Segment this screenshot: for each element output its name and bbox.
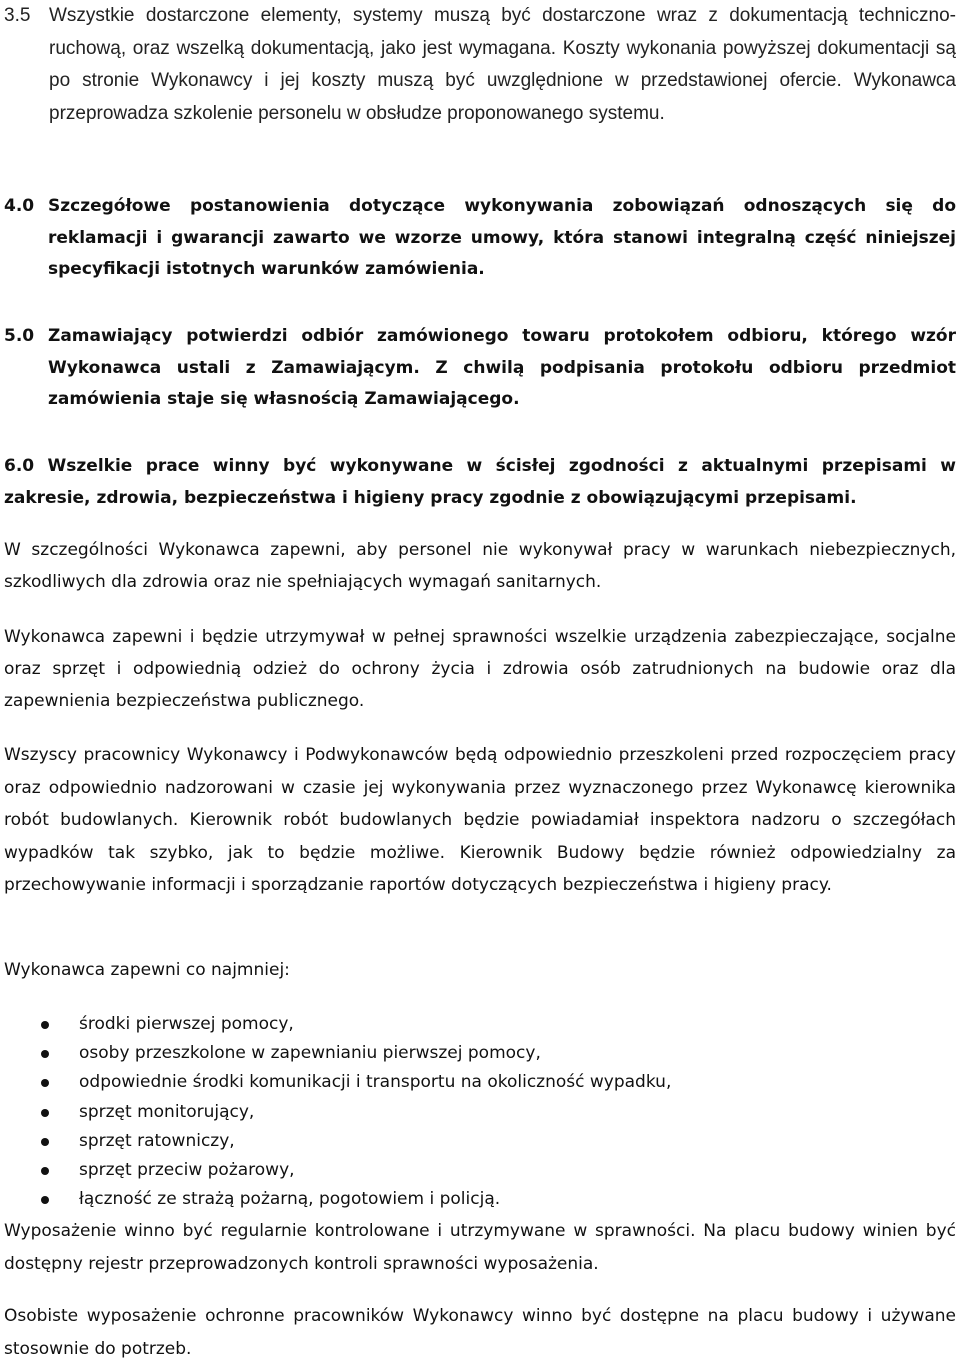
list-item	[4, 1068, 956, 1097]
section-number: 3.5	[4, 5, 31, 26]
bullet-icon	[41, 1138, 49, 1146]
paragraph-personnel-safety: W szczególności Wykonawca zapewni, aby personel nie wykonywał pracy w warunkach niebezpiecznych, szkodliwych dla zdrowia oraz nie spełniających wymagań sanitarnych.	[4, 540, 956, 592]
paragraph-personal-protection: Osobiste wyposażenie ochronne pracowników Wykonawcy winno być dostępne na placu budowy i używane stosownie do potrzeb.	[4, 1306, 956, 1359]
list-item	[4, 1127, 956, 1156]
bullet-icon	[41, 1079, 49, 1087]
bullet-icon	[41, 1021, 49, 1029]
list-item	[4, 1010, 956, 1039]
bullet-list	[4, 1010, 956, 1214]
bullet-icon	[41, 1167, 49, 1175]
paragraph-equipment-inspection: Wyposażenie winno być regularnie kontrolowane i utrzymywane w sprawności. Na placu budowy winien być dostępny rejestr przeprowadzonych kontroli sprawności wyposażenia.	[4, 1221, 956, 1274]
section-number: 6.0	[4, 456, 35, 476]
list-item-text: łączność ze strażą pożarną, pogotowiem i policją.	[79, 1189, 501, 1210]
list-item-text: odpowiednie środki komunikacji i transportu na okoliczność wypadku,	[79, 1072, 672, 1093]
section-text: Wszelkie prace winny być wykonywane w ścisłej zgodności z aktualnymi przepisami w zakresie, zdrowia, bezpieczeństwa i higieny pracy zgodnie z obowiązującymi przepisami.	[4, 456, 956, 508]
list-item	[4, 1098, 956, 1127]
list-item	[4, 1185, 956, 1214]
section-5-0	[4, 321, 956, 416]
bullet-icon	[41, 1050, 49, 1058]
bullet-icon	[41, 1109, 49, 1117]
paragraph-training-supervision: Wszyscy pracownicy Wykonawcy i Podwykonawców będą odpowiednio przeszkoleni przed rozpoczęciem pracy oraz odpowiednio nadzorowani w czasie jej wykonywania przez wyznaczonego przez Wykonawcę kierownika robót budowlanych. Kierownik robót budowlanych będzie powiadamiał inspektora nadzoru o szczegółach wypadków tak szybko, jak to będzie możliwe. Kierownik Budowy będzie również odpowiedzialny za przechowywanie informacji i sporządzanie raportów dotyczących bezpieczeństwa i higieny pracy.	[4, 745, 956, 895]
list-item	[4, 1156, 956, 1185]
list-item-text: osoby przeszkolone w zapewnianiu pierwszej pomocy,	[79, 1043, 541, 1064]
section-text: Zamawiający potwierdzi odbiór zamówionego towaru protokołem odbioru, którego wzór Wykonawca ustali z Zamawiającym. Z chwilą podpisania protokołu odbioru przedmiot zamówienia staje się własnością Zamawiającego.	[48, 326, 956, 409]
list-item-text: sprzęt monitorujący,	[79, 1101, 255, 1122]
list-item-text: środki pierwszej pomocy,	[79, 1014, 294, 1034]
section-4-0	[4, 191, 956, 286]
paragraph-protective-equipment: Wykonawca zapewni i będzie utrzymywał w pełnej sprawności wszelkie urządzenia zabezpieczające, socjalne oraz sprzęt i odpowiednią odzież do ochrony życia i zdrowia osób zatrudnionych na budowie oraz dla zapewnienia bezpieczeństwa publicznego.	[4, 627, 956, 711]
list-item-text: sprzęt ratowniczy,	[79, 1130, 235, 1151]
section-3-5	[4, 0, 956, 130]
list-item	[4, 1039, 956, 1068]
list-item-text: sprzęt przeciw pożarowy,	[79, 1159, 295, 1180]
bullet-icon	[41, 1196, 49, 1204]
section-text: Wszystkie dostarczone elementy, systemy muszą być dostarczone wraz z dokumentacją techniczno-ruchową, oraz wszelką dokumentacją, jako jest wymagana. Koszty wykonania powyższej dokumentacji są po stronie Wykonawcy i jej koszty muszą być uwzględnione w przedstawionej ofercie. Wykonawca przeprowadza szkolenie personelu w obsłudze proponowanego systemu.	[49, 5, 956, 124]
section-number: 5.0	[4, 326, 35, 346]
section-text: Szczegółowe postanowienia dotyczące wykonywania zobowiązań odnoszących się do reklamacji i gwarancji zawarto we wzorze umowy, która stanowi integralną część niniejszej specyfikacji istotnych warunków zamówienia.	[48, 196, 956, 279]
section-6-0	[4, 451, 956, 514]
section-number: 4.0	[4, 196, 35, 216]
paragraph-list-intro: Wykonawca zapewni co najmniej:	[4, 960, 290, 980]
